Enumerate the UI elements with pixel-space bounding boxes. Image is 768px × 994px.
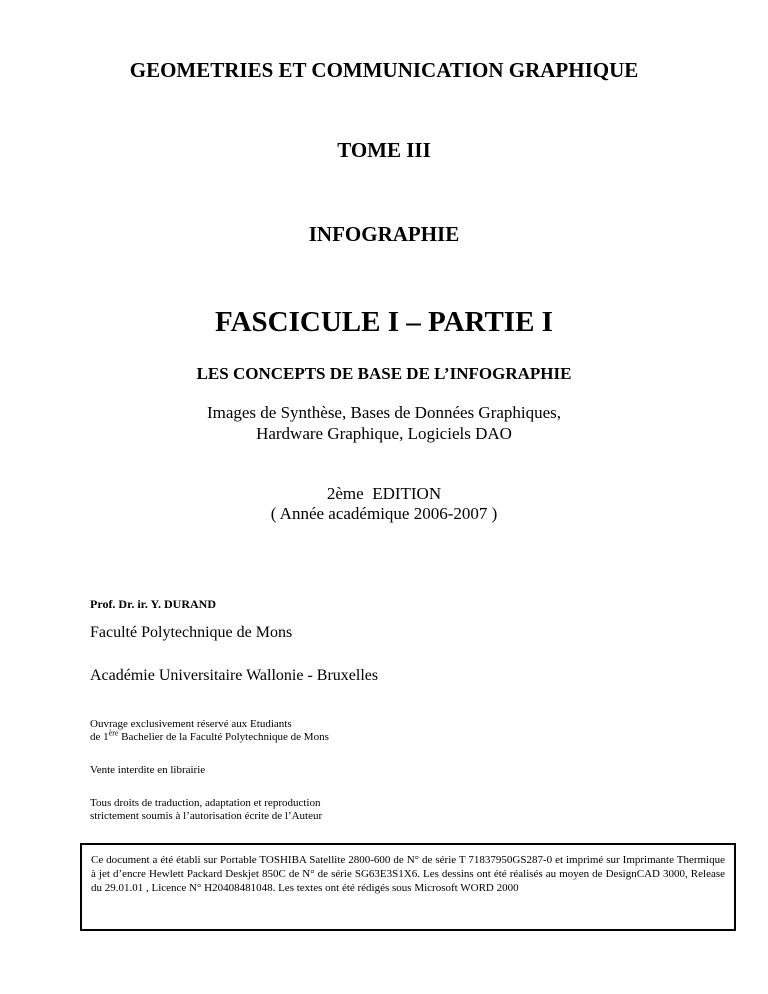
reserved-suffix: Bachelier de la Faculté Polytechnique de Mons (118, 731, 329, 743)
edition-label: 2ème EDITION (326, 484, 442, 503)
reserved-note-line-2 (90, 728, 329, 744)
faculty-name: Faculté Polytechnique de Mons (90, 624, 293, 641)
rights-note (90, 797, 322, 823)
rights-note-line-1: Tous droits de traduction, adaptation et reproduction (90, 797, 321, 809)
edition-block (0, 484, 768, 524)
reserved-superscript: ère (108, 728, 119, 738)
reserved-note-line-1: Ouvrage exclusivement réservé aux Etudiants (90, 718, 292, 730)
concepts-title: LES CONCEPTS DE BASE DE L’INFOGRAPHIE (196, 364, 572, 383)
tome-title: TOME III (337, 138, 431, 162)
academy-name: Académie Universitaire Wallonie - Bruxelles (90, 667, 379, 684)
subtitle-line-1: Images de Synthèse, Bases de Données Graphiques, (206, 403, 562, 422)
rights-note-line-2: strictement soumis à l’autorisation écrite de l’Auteur (90, 810, 323, 822)
series-title: GEOMETRIES ET COMMUNICATION GRAPHIQUE (129, 58, 639, 82)
academic-year: ( Année académique 2006-2007 ) (270, 504, 498, 523)
production-info-box: Ce document a été établi sur Portable TOSHIBA Satellite 2800-600 de N° de série T 71837950GS287-0 et imprimé sur Imprimante Thermique à jet d’encre Hewlett Packard Deskjet 850C de N° de série SG63E3S1X6. Les dessins ont été réalisés au moyen de DesignCAD 3000, Release du 29.01.01 , Licence N° H20408481048. Les textes ont été rédigés sous Microsoft WORD 2000 (80, 843, 736, 931)
subtitle-line-2: Hardware Graphique, Logiciels DAO (256, 424, 512, 443)
reserved-prefix: de 1 (90, 731, 109, 743)
subject-title: INFOGRAPHIE (308, 222, 460, 246)
author-name: Prof. Dr. ir. Y. DURAND (90, 597, 216, 611)
subtitle (0, 402, 768, 444)
sale-note: Vente interdite en librairie (90, 764, 206, 776)
fascicule-title: FASCICULE I – PARTIE I (215, 306, 553, 338)
reserved-note (90, 718, 329, 744)
